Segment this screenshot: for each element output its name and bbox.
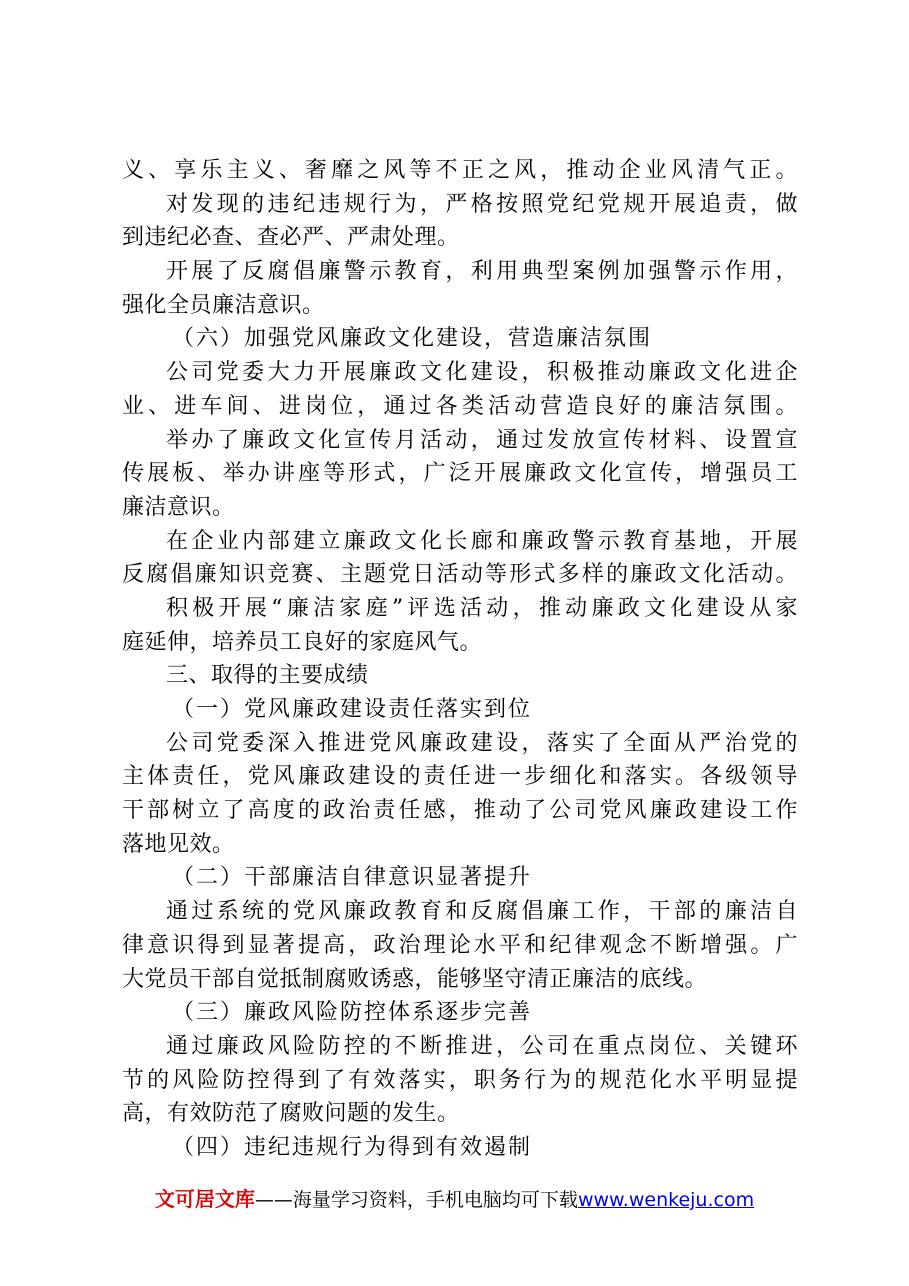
subsection-heading: （三）廉政风险防控体系逐步完善: [172, 1000, 533, 1026]
body-line: 强化全员廉洁意识。: [122, 292, 325, 318]
subsection-heading: （四）违纪违规行为得到有效遏制: [172, 1134, 533, 1160]
body-line: 反腐倡廉知识竞赛、主题党日活动等形式多样的廉政文化活动。: [122, 562, 798, 588]
body-line: 庭延伸，培养员工良好的家庭风气。: [122, 629, 483, 655]
body-line: 开展了反腐倡廉警示教育，利用典型案例加强警示作用，: [166, 259, 798, 285]
body-line: 大党员干部自觉抵制腐败诱惑，能够坚守清正廉洁的底线。: [122, 966, 708, 992]
body-line: 对发现的违纪违规行为，严格按照党纪党规开展追责，做: [166, 191, 798, 217]
footer-tagline: ——海量学习资料，手机电脑均可下载: [254, 1189, 578, 1211]
body-line: 干部树立了高度的政治责任感，推动了公司党风廉政建设工作: [122, 798, 798, 824]
body-line: 律意识得到显著提高，政治理论水平和纪律观念不断增强。广: [122, 932, 798, 958]
body-line: 在企业内部建立廉政文化长廊和廉政警示教育基地，开展: [166, 528, 798, 554]
body-line: 通过廉政风险防控的不断推进，公司在重点岗位、关键环: [166, 1033, 798, 1059]
body-line: 主体责任，党风廉政建设的责任进一步细化和落实。各级领导: [122, 764, 798, 790]
footer-brand: 文可居文库: [154, 1187, 255, 1211]
subsection-heading: （一）党风廉政建设责任落实到位: [172, 697, 533, 722]
document-body: [122, 154, 798, 1165]
body-line: 到违纪必查、查必严、严肃处理。: [122, 225, 460, 251]
subsection-heading: （二）干部廉洁自律意识显著提升: [172, 865, 533, 891]
body-line: 传展板、举办讲座等形式，广泛开展廉政文化宣传，增强员工: [122, 461, 798, 487]
subsection-heading: （六）加强党风廉政文化建设，营造廉洁氛围: [172, 326, 653, 352]
body-line: 高，有效防范了腐败问题的发生。: [122, 1101, 460, 1127]
body-line: 公司党委深入推进党风廉政建设，落实了全面从严治党的: [166, 730, 798, 756]
body-line: 通过系统的党风廉政教育和反腐倡廉工作，干部的廉洁自: [166, 899, 798, 925]
body-line: 节的风险防控得到了有效落实，职务行为的规范化水平明显提: [122, 1067, 798, 1093]
body-line: 举办了廉政文化宣传月活动，通过发放宣传材料、设置宣: [166, 427, 798, 453]
page-footer: [0, 1183, 909, 1212]
footer-url-link[interactable]: www.wenkeju.com: [577, 1189, 755, 1211]
body-line: 积极开展“廉洁家庭”评选活动，推动廉政文化建设从家: [166, 595, 798, 621]
body-line: 公司党委大力开展廉政文化建设，积极推动廉政文化进企: [166, 360, 798, 386]
body-line: 廉洁意识。: [122, 494, 235, 520]
section-heading: 三、取得的主要成绩: [166, 663, 369, 689]
body-line: 业、进车间、进岗位，通过各类活动营造良好的廉洁氛围。: [122, 393, 798, 419]
body-line: 义、享乐主义、奢靡之风等不正之风，推动企业风清气正。: [122, 158, 798, 183]
body-line: 落地见效。: [122, 831, 235, 857]
